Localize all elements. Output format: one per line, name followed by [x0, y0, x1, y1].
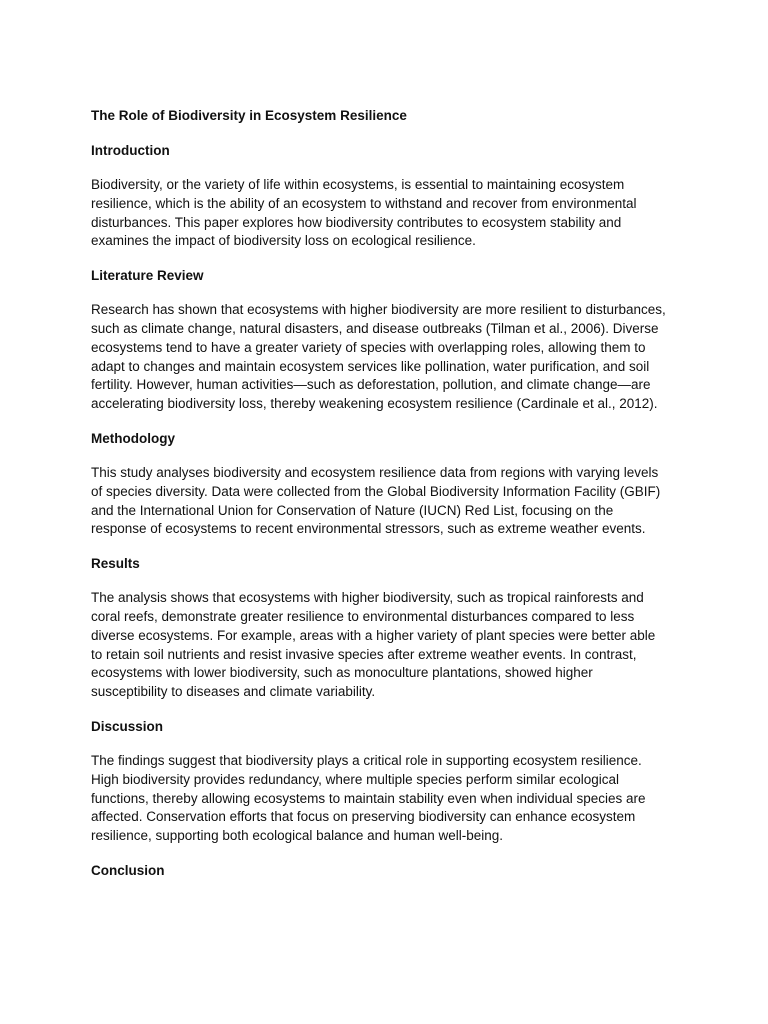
heading-introduction: Introduction: [91, 143, 170, 158]
paragraph-introduction: Biodiversity, or the variety of life within ecosystems, is essential to maintaining ecosystem resilience, which is the ability of an ecosystem to withstand and recover from environmental disturbances. This paper explores how biodiversity contributes to ecosystem stability and examines the impact of biodiversity loss on ecological resilience.: [91, 177, 637, 249]
heading-discussion: Discussion: [91, 718, 164, 734]
paragraph-methodology: This study analyses biodiversity and ecosystem resilience data from regions with varying levels of species diversity. Data were collected from the Global Biodiversity Information Facility (GBIF) and the International Union for Conservation of Nature (IUCN) Red List, focusing on the response of ecosystems to recent environmental stressors, such as extreme weather events.: [91, 464, 661, 537]
document-title: The Role of Biodiversity in Ecosystem Resilience: [91, 108, 407, 123]
paragraph-results: The analysis shows that ecosystems with higher biodiversity, such as tropical rainforests and coral reefs, demonstrate greater resilience to environmental disturbances compared to less diverse ecosystems. For example, areas with a higher variety of plant species were better able to retain soil nutrients and resist invasive species after extreme weather events. In contrast, ecosystems with lower biodiversity, such as monoculture plantations, showed higher susceptibility to diseases and climate variability.: [91, 590, 656, 700]
heading-results: Results: [91, 556, 140, 572]
paragraph-literature-review: Research has shown that ecosystems with higher biodiversity are more resilient to disturbances, such as climate change, natural disasters, and disease outbreaks (Tilman et al., 2006). Diverse ecosystems tend to have a greater variety of species with overlapping roles, allowing them to adapt to changes and maintain ecosystem services like pollination, water purification, and soil fertility. However, human activities—such as deforestation, pollution, and climate change—are accelerating biodiversity loss, thereby weakening ecosystem resilience (Cardinale et al., 2012).: [91, 302, 666, 412]
heading-literature-review: Literature Review: [91, 268, 204, 284]
heading-methodology: Methodology: [91, 430, 175, 446]
paragraph-discussion: The findings suggest that biodiversity plays a critical role in supporting ecosystem resilience. High biodiversity provides redundancy, where multiple species perform similar ecological functions, thereby allowing ecosystems to maintain stability even when individual species are affected. Conservation efforts that focus on preserving biodiversity can enhance ecosystem resilience, supporting both ecological balance and human well-being.: [91, 752, 646, 844]
heading-conclusion: Conclusion: [91, 862, 165, 878]
document-page: [91, 107, 691, 896]
